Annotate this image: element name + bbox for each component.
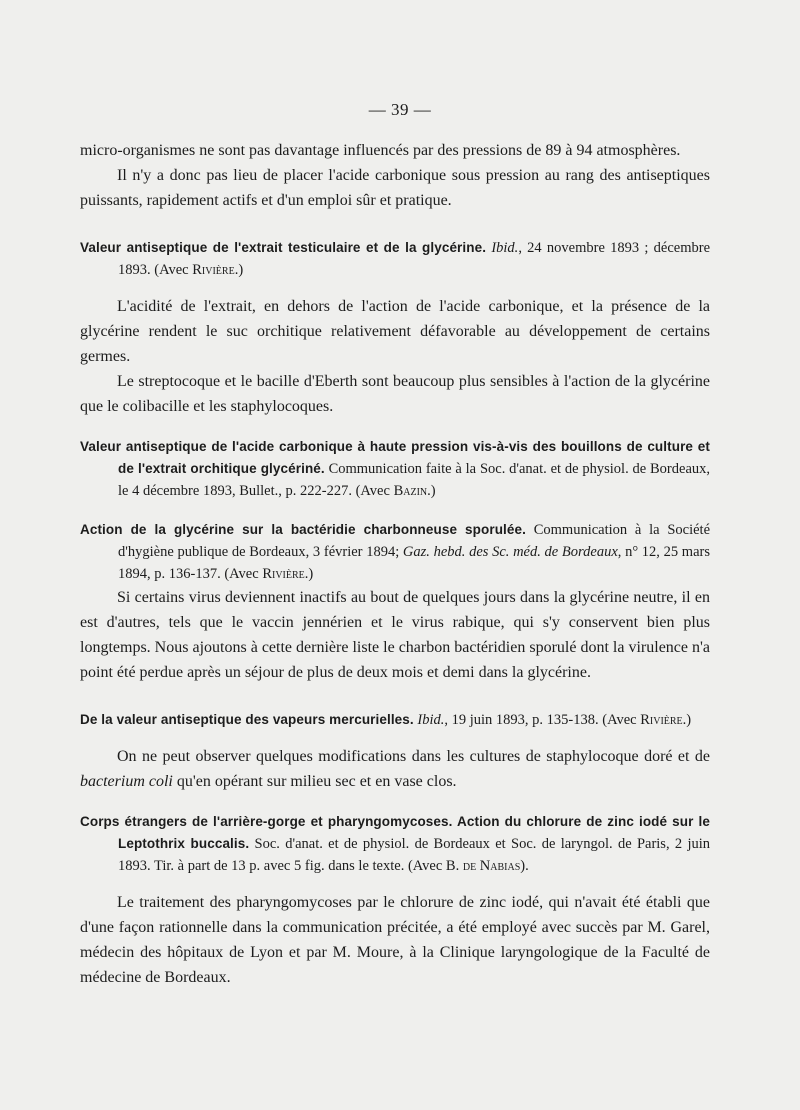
entry-close: .): [234, 262, 244, 278]
entry-reference-italic: Gaz. hebd. des Sc. méd. de Bordeaux: [402, 544, 618, 560]
entry-coauthor: Bazin: [393, 483, 428, 499]
paragraph-italic: bacterium coli: [80, 773, 173, 790]
entry-reference-tail: , n° 12, 25 mars 1894, p. 136-137. (Avec: [118, 544, 710, 582]
entry-coauthor: Rivière: [192, 262, 235, 278]
paragraph-lead: On ne peut observer quelques modifications: [117, 748, 407, 765]
entry-close: .): [427, 483, 436, 499]
entry-title: Valeur antiseptique de l'extrait testiculaire et de la glycérine.: [80, 240, 487, 255]
page-number: — 39 —: [368, 100, 432, 119]
entry-reference: Soc. d'anat. et de physiol. de Bordeaux et Soc. de laryngol. de Paris, 2 juin 1893. Tir. à part de 13 p. avec 5 fig. dans le texte. (Avec B.: [118, 836, 710, 874]
bibliography-entry: [80, 709, 710, 731]
bibliography-entry: [80, 811, 710, 877]
entry-close: ).: [520, 858, 529, 874]
entry-reference: , 19 juin 1893, p. 135-138. (Avec: [444, 712, 637, 728]
entry-reference: , 24 novembre 1893 ; décembre 1893. (Avec: [118, 240, 711, 278]
entry-title: Action de la glycérine sur la bactéridie charbonneuse sporulée.: [80, 522, 526, 537]
paragraph: Il n'y a donc pas lieu de placer l'acide carbonique sous pression au rang des antiseptiques puissants, rapidement actifs et d'un emploi sûr et pratique.: [80, 167, 710, 209]
entry-title: Valeur antiseptique de l'acide carbonique à haute pression vis-à-vis des bouillons de culture et de l'extrait orchitique glycériné.: [80, 439, 710, 476]
entry-title: Corps étrangers de l'arrière-gorge et pharyngomycoses. Action du chlorure de zinc iodé sur le Leptothrix buccalis.: [80, 814, 710, 851]
paragraph: L'acidité de l'extrait, en dehors de l'action de l'acide carbonique, et la présence de la glycérine rendent le suc orchitique relativement défavorable au développement de certains germes.: [80, 298, 710, 365]
entry-close: .): [682, 712, 692, 728]
entry-reference-italic: Ibid.: [417, 712, 445, 728]
page-body: [80, 138, 710, 990]
bibliography-entry: [80, 519, 710, 585]
paragraph: Si certains virus deviennent inactifs au bout de quelques jours dans la glycérine neutre, il en est d'autres, tels que le vaccin jennérien et le virus rabique, qui s'y conservent bien plus longtemps. Nous ajoutons à cette dernière liste le charbon bactéridien sporulé dont la virulence n'a point été perdue après un séjour de plus de deux mois et demi dans la glycérine.: [80, 589, 710, 681]
paragraph: micro-organismes ne sont pas davantage influencés par des pressions de 89 à 94 atmosphères.: [80, 142, 681, 159]
paragraph-middle: dans les cultures de staphylocoque doré et de: [411, 748, 710, 765]
entry-coauthor: Rivière: [262, 566, 305, 582]
entry-title: De la valeur antiseptique des vapeurs mercurielles.: [80, 712, 414, 727]
paragraph: Le traitement des pharyngomycoses par le chlorure de zinc iodé, qui n'avait été établi que d'une façon rationnelle dans la communication précitée, a été employé avec succès par M. Garel, médecin des hôpitaux de Lyon et par M. Moure, à la Clinique laryngologique de la Faculté de médecine de Bordeaux.: [80, 894, 710, 986]
entry-reference-italic: Ibid.: [491, 240, 519, 256]
entry-reference: Communication faite à la Soc. d'anat. et de physiol. de Bordeaux, le 4 décembre 1893, Bullet., p. 222-227. (Avec: [118, 461, 711, 499]
paragraph-tail: qu'en opérant sur milieu sec et en vase clos.: [176, 773, 457, 790]
entry-close: .): [304, 566, 314, 582]
bibliography-entry: [80, 436, 710, 502]
entry-reference: Communication à la Société d'hygiène publique de Bordeaux, 3 février 1894;: [118, 522, 711, 560]
paragraph: Le streptocoque et le bacille d'Eberth sont beaucoup plus sensibles à l'action de la glycérine que le colibacille et les staphylocoques.: [80, 373, 710, 415]
paragraph: [80, 744, 710, 794]
entry-coauthor: Rivière: [640, 712, 683, 728]
entry-coauthor: de Nabias: [462, 858, 521, 874]
bibliography-entry: [80, 237, 710, 281]
